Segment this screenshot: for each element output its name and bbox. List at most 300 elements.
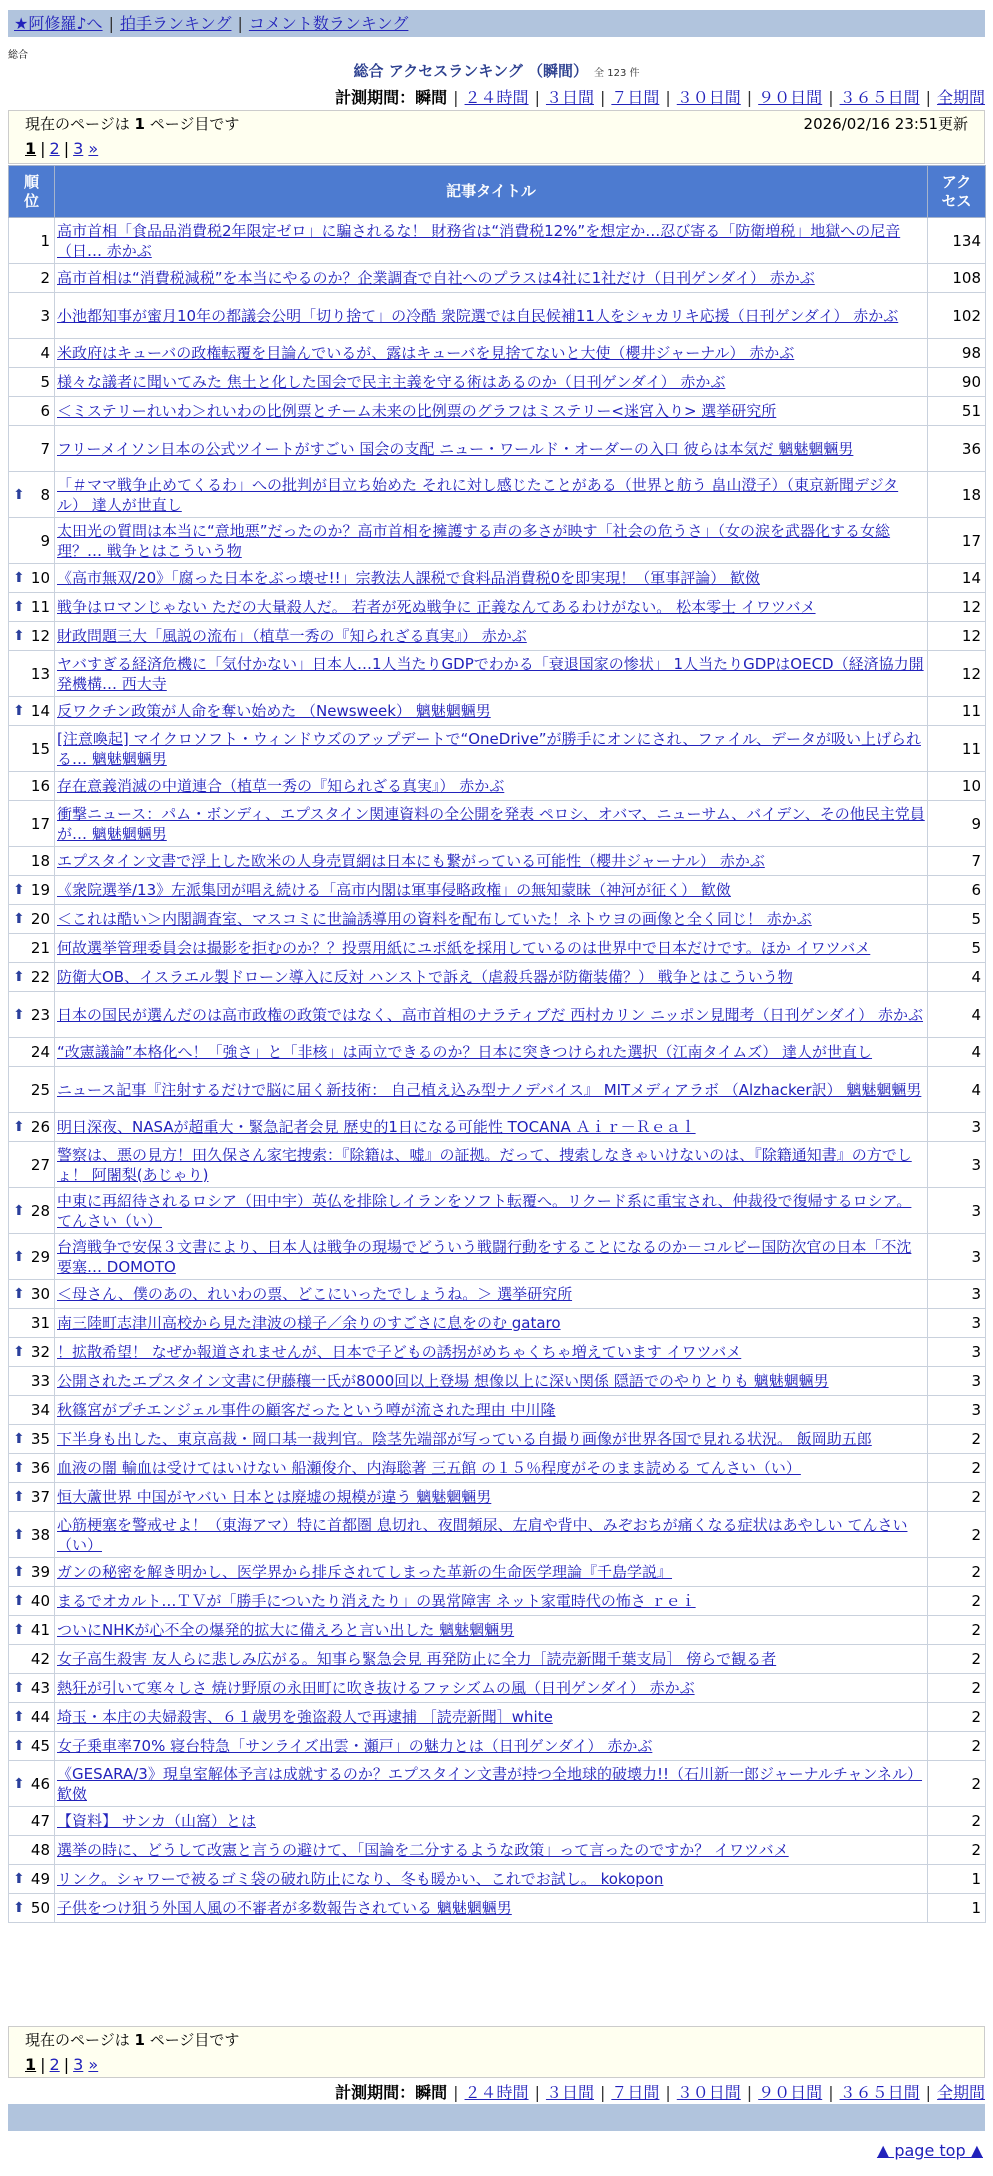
rank-number: 37 bbox=[30, 1488, 50, 1506]
article-link[interactable]: 下半身も出した、東京高裁・岡口基一裁判官。陰茎先端部が写っている自撮り画像が世界各国で見れる状況。 飯岡助五郎 bbox=[57, 1430, 872, 1448]
period-link-5[interactable]: ３６５日間 bbox=[839, 88, 920, 107]
ranking-row bbox=[9, 1483, 986, 1512]
article-link[interactable]: エプスタイン文書で浮上した欧米の人身売買網は日本にも繋がっている可能性（櫻井ジャーナル） 赤かぶ bbox=[57, 852, 765, 870]
title-cell bbox=[55, 1234, 928, 1280]
title-cell bbox=[55, 1338, 928, 1367]
title-cell bbox=[55, 1038, 928, 1067]
period-link-6[interactable]: 全期間 bbox=[936, 2083, 985, 2102]
ranking-row bbox=[9, 264, 986, 293]
ranking-row bbox=[9, 518, 986, 564]
rank-up-arrow-icon: ⬆ bbox=[13, 1593, 25, 1609]
ranking-row bbox=[9, 472, 986, 518]
access-count: 4 bbox=[928, 1067, 986, 1113]
period-link-2[interactable]: ７日間 bbox=[611, 88, 660, 107]
rank-number: 47 bbox=[30, 1812, 50, 1830]
rank-up-arrow-icon: ⬆ bbox=[13, 486, 25, 503]
title-cell bbox=[55, 1067, 928, 1113]
article-link[interactable]: [注意喚起] マイクロソフト・ウィンドウズのアップデートで“OneDrive”が勝手にオンにされ、ファイル、データが吸い上げられる… 魑魅魍魎男 bbox=[57, 729, 921, 768]
title-cell bbox=[55, 772, 928, 801]
article-link[interactable]: ニュース記事『注射するだけで脳に届く新技術： 自己植え込み型ナノデバイス』 MITメディアラボ （Alzhacker訳） 魑魅魍魎男 bbox=[57, 1080, 922, 1099]
ranking-row bbox=[9, 1616, 986, 1645]
article-link[interactable]: “改憲議論”本格化へ！「強さ」と「非核」は両立できるのか？日本に突きつけられた選択（江南タイムズ） 達人が世直し bbox=[57, 1043, 873, 1061]
access-count: 1 bbox=[928, 1865, 986, 1894]
pager-status-current: 1 bbox=[134, 115, 145, 133]
rank-number: 39 bbox=[30, 1563, 50, 1581]
access-count: 14 bbox=[928, 564, 986, 593]
rank-up-arrow-icon: ⬆ bbox=[13, 1248, 25, 1265]
title-cell bbox=[55, 1703, 928, 1732]
rank-number: 20 bbox=[30, 910, 50, 928]
title-cell bbox=[55, 1865, 928, 1894]
rank-number: 34 bbox=[30, 1401, 50, 1419]
rank-cell bbox=[9, 1367, 55, 1396]
pager-status: 現在のページは 1 ページ目です bbox=[25, 115, 240, 133]
rank-up-arrow-icon: ⬆ bbox=[13, 570, 25, 586]
rank-up-arrow-icon: ⬆ bbox=[13, 1680, 25, 1696]
nav-separator: | bbox=[237, 14, 243, 33]
ranking-row bbox=[9, 1234, 986, 1280]
article-link[interactable]: 《GESARA/3》現皇室解体予言は成就するのか？エプスタイン文書が持つ全地球的破壊力!!（石川新一郎ジャーナルチャンネル） 歓傚 bbox=[57, 1764, 923, 1803]
period-link-5[interactable]: ３６５日間 bbox=[839, 2083, 920, 2102]
article-link[interactable]: 南三陸町志津川高校から見た津波の様子／余りのすごさに息をのむ gataro bbox=[57, 1314, 561, 1332]
rank-cell bbox=[9, 1865, 55, 1894]
ranking-row bbox=[9, 801, 986, 847]
title-cell bbox=[55, 651, 928, 697]
rank-number: 12 bbox=[30, 627, 50, 645]
nav-link-clap-ranking[interactable]: 拍手ランキング bbox=[119, 14, 232, 33]
access-count: 4 bbox=[928, 1038, 986, 1067]
rank-cell bbox=[9, 1732, 55, 1761]
title-cell bbox=[55, 426, 928, 472]
rank-number: 48 bbox=[30, 1841, 50, 1859]
nav-link-asyura[interactable]: ★阿修羅♪へ bbox=[14, 14, 103, 33]
title-cell bbox=[55, 472, 928, 518]
title-cell bbox=[55, 1674, 928, 1703]
article-link[interactable]: 熱狂が引いて寒々しさ 焼け野原の永田町に吹き抜けるファシズムの風（日刊ゲンダイ） 赤かぶ bbox=[57, 1679, 695, 1697]
article-link[interactable]: 財政問題三大「風説の流布」（植草一秀の『知られざる真実』） 赤かぶ bbox=[57, 627, 527, 645]
access-count: 3 bbox=[928, 1338, 986, 1367]
access-count: 3 bbox=[928, 1280, 986, 1309]
title-cell bbox=[55, 905, 928, 934]
period-link-3[interactable]: ３０日間 bbox=[676, 2083, 741, 2102]
article-link[interactable]: フリーメイソン日本の公式ツイートがすごい 国会の支配 ニュー・ワールド・オーダーの入口 彼らは本気だ 魑魅魍魎男 bbox=[57, 439, 854, 458]
article-link[interactable]: 明日深夜、NASAが超重大・緊急記者会見 歴史的1日になる可能性 TOCANA Ａｉｒ－Ｒｅａｌ bbox=[57, 1118, 696, 1136]
article-link[interactable]: 警察は、悪の見方！田久保さん家宅捜索：『除籍は、嘘』の証拠。だって、捜索しなきゃいけないのは、『除籍通知書』の方でしょ！ 阿闍梨(あじゃり) bbox=[57, 1145, 912, 1184]
rank-up-arrow-icon: ⬆ bbox=[13, 1564, 25, 1580]
access-count: 134 bbox=[928, 218, 986, 264]
period-label: 計測期間： bbox=[335, 88, 416, 107]
title-cell bbox=[55, 801, 928, 847]
article-link[interactable]: ＜ミステリーれいわ＞れいわの比例票とチーム未来の比例票のグラフはミステリー<迷宮入り> 選挙研究所 bbox=[57, 402, 777, 420]
article-link[interactable]: 血液の闇 輸血は受けてはいけない 船瀬俊介、内海聡著 三五館 の１５％程度がそのまま読める てんさい（い） bbox=[57, 1459, 801, 1477]
title-cell bbox=[55, 1616, 928, 1645]
pager-status: 現在のページは 1 ページ目です bbox=[25, 2031, 240, 2049]
article-link[interactable]: 台湾戦争で安保３文書により、日本人は戦争の現場でどういう戦闘行動をすることになるのか－コルビー国防次官の日本「不沈要塞… DOMOTO bbox=[57, 1237, 912, 1276]
pager-status-line bbox=[25, 112, 968, 137]
article-link[interactable]: 《高市無双/20》「腐った日本をぶっ壊せ!!」宗教法人課税で食料品消費税0を即実現！（軍事評論） 歓傚 bbox=[57, 569, 760, 587]
pager-separator: | bbox=[40, 139, 46, 158]
rank-cell bbox=[9, 847, 55, 876]
period-separator: | bbox=[828, 88, 834, 107]
access-count: 3 bbox=[928, 1396, 986, 1425]
rank-number: 5 bbox=[40, 373, 50, 391]
pager-links bbox=[25, 2053, 968, 2076]
title-cell bbox=[55, 1188, 928, 1234]
article-link[interactable]: 太田光の質問は本当に“意地悪”だったのか？高市首相を擁護する声の多さが映す「社会の危うさ」（女の涙を武器化する女総理？… 戦争とはこういう物 bbox=[57, 521, 891, 560]
rank-cell bbox=[9, 1483, 55, 1512]
rank-number: 18 bbox=[30, 852, 50, 870]
title-cell bbox=[55, 368, 928, 397]
access-count: 18 bbox=[928, 472, 986, 518]
access-count: 2 bbox=[928, 1732, 986, 1761]
ranking-row bbox=[9, 1454, 986, 1483]
rank-cell bbox=[9, 1674, 55, 1703]
rank-cell bbox=[9, 1587, 55, 1616]
article-link[interactable]: 公開されたエプスタイン文書に伊藤穰一氏が8000回以上登場 想像以上に深い関係 隠語でのやりとりも 魑魅魍魎男 bbox=[57, 1372, 829, 1390]
rank-cell bbox=[9, 339, 55, 368]
rank-cell bbox=[9, 876, 55, 905]
access-count: 3 bbox=[928, 1234, 986, 1280]
title-cell bbox=[55, 934, 928, 963]
rank-cell bbox=[9, 293, 55, 339]
article-link[interactable]: 米政府はキューバの政権転覆を目論んでいるが、露はキューバを見捨てないと大使（櫻井ジャーナル） 赤かぶ bbox=[57, 344, 795, 362]
title-cell bbox=[55, 963, 928, 992]
article-link[interactable]: 女子乗車率70% 寝台特急「サンライズ出雲・瀬戸」の魅力とは（日刊ゲンダイ） 赤かぶ bbox=[57, 1737, 653, 1755]
article-link[interactable]: 高市首相「食品品消費税2年限定ゼロ」に騙されるな！ 財務省は“消費税12%”を想定か…忍び寄る「防衛増税」地獄への尼音（日… 赤かぶ bbox=[57, 221, 901, 260]
ranking-table bbox=[8, 165, 986, 1923]
article-link[interactable]: 中東に再紹待されるロシア（田中宇）英仏を排除しイランをソフト転覆へ。リクード系に重宝され、仲裁役で復帰するロシア。 てんさい（い） bbox=[57, 1191, 912, 1230]
access-count: 11 bbox=[928, 697, 986, 726]
rank-number: 33 bbox=[30, 1372, 50, 1390]
article-link[interactable]: 恒大蘆世界 中国がヤバい 日本とは廃墟の規模が違う 魑魅魍魎男 bbox=[57, 1488, 492, 1506]
rank-cell bbox=[9, 1703, 55, 1732]
article-link[interactable]: 女子高生殺害 友人らに悲しみ広がる。知事ら緊急会見 再発防止に全力［読売新聞千葉支局］ 傍らで観る者 bbox=[57, 1650, 777, 1668]
title-cell bbox=[55, 1425, 928, 1454]
access-count: 12 bbox=[928, 593, 986, 622]
period-separator: | bbox=[453, 2083, 459, 2102]
article-link[interactable]: 衝撃ニュース：パム・ボンディ、エプスタイン関連資料の全公開を発表 ペロシ、オバマ、ニューサム、バイデン、その他民主党員が… 魑魅魍魎男 bbox=[57, 804, 925, 843]
ranking-row bbox=[9, 1761, 986, 1807]
access-count: 3 bbox=[928, 1309, 986, 1338]
access-count: 2 bbox=[928, 1703, 986, 1732]
rank-number: 7 bbox=[40, 439, 50, 458]
article-link[interactable]: 何故選挙管理委員会は撮影を拒むのか？？投票用紙にユポ紙を採用しているのは世界中で日本だけです。ほか イワツバメ bbox=[57, 939, 871, 957]
article-link[interactable]: 高市首相は“消費税減税”を本当にやるのか？企業調査で自社へのプラスは4社に1社だけ（日刊ゲンダイ） 赤かぶ bbox=[57, 269, 815, 287]
ranking-row bbox=[9, 1280, 986, 1309]
ranking-row bbox=[9, 726, 986, 772]
title-cell bbox=[55, 564, 928, 593]
period-separator: | bbox=[828, 2083, 834, 2102]
rank-number: 30 bbox=[30, 1285, 50, 1303]
rank-up-arrow-icon: ⬆ bbox=[13, 1709, 25, 1725]
title-cell bbox=[55, 876, 928, 905]
period-link-0[interactable]: ２４時間 bbox=[464, 88, 529, 107]
article-link[interactable]: 選挙の時に、どうして改憲と言うの避けて、「国論を二分するような政策」って言ったのですか？ イワツバメ bbox=[57, 1841, 789, 1859]
title-cell bbox=[55, 1280, 928, 1309]
ranking-row bbox=[9, 426, 986, 472]
rank-number: 50 bbox=[30, 1899, 50, 1917]
rank-cell bbox=[9, 1645, 55, 1674]
total-count: 全 123 件 bbox=[594, 68, 640, 79]
article-link[interactable]: ＜これは酷い＞内閣調査室、マスコミに世論誘導用の資料を配布していた！ネトウヨの画像と全く同じ！ 赤かぶ bbox=[57, 910, 812, 928]
rank-number: 41 bbox=[30, 1621, 50, 1639]
pager-link-2[interactable]: 2 bbox=[49, 139, 60, 158]
rank-cell bbox=[9, 1142, 55, 1188]
rank-cell bbox=[9, 1425, 55, 1454]
title-cell bbox=[55, 1512, 928, 1558]
page-top-link[interactable]: ▲ page top ▲ bbox=[876, 2141, 983, 2160]
rank-up-arrow-icon: ⬆ bbox=[13, 1119, 25, 1135]
access-count: 17 bbox=[928, 518, 986, 564]
rank-cell bbox=[9, 397, 55, 426]
title-cell bbox=[55, 1732, 928, 1761]
rank-cell bbox=[9, 1616, 55, 1645]
ranking-row bbox=[9, 1338, 986, 1367]
title-cell bbox=[55, 593, 928, 622]
rank-cell bbox=[9, 1309, 55, 1338]
article-link[interactable]: 埼玉・本庄の夫婦殺害、６１歳男を強盗殺人で再逮捕 ［読売新聞］white bbox=[57, 1708, 553, 1726]
period-separator: | bbox=[534, 2083, 540, 2102]
rank-number: 19 bbox=[30, 881, 50, 899]
title-cell bbox=[55, 697, 928, 726]
title-cell bbox=[55, 339, 928, 368]
title-cell bbox=[55, 1807, 928, 1836]
ranking-row bbox=[9, 847, 986, 876]
title-cell bbox=[55, 1367, 928, 1396]
ranking-row bbox=[9, 1894, 986, 1923]
ranking-row bbox=[9, 564, 986, 593]
rank-cell bbox=[9, 264, 55, 293]
title-cell bbox=[55, 397, 928, 426]
pager-separator: | bbox=[63, 2055, 70, 2074]
rank-number: 29 bbox=[30, 1247, 50, 1266]
rank-cell bbox=[9, 368, 55, 397]
pager-current-page: 1 bbox=[25, 2055, 37, 2074]
ranking-header-row bbox=[9, 166, 986, 218]
title-cell bbox=[55, 1836, 928, 1865]
period-link-4[interactable]: ９０日間 bbox=[758, 88, 823, 107]
pager-status-current: 1 bbox=[134, 2031, 145, 2049]
ranking-row bbox=[9, 651, 986, 697]
pager-link-3[interactable]: 3 bbox=[73, 139, 84, 158]
pager-next-link[interactable]: » bbox=[88, 139, 99, 158]
title-cell bbox=[55, 1309, 928, 1338]
access-count: 5 bbox=[928, 934, 986, 963]
article-link[interactable]: リンク。シャワーで被るゴミ袋の破れ防止になり、冬も暖かい、これでお試し。 kokopon bbox=[57, 1870, 664, 1888]
period-link-3[interactable]: ３０日間 bbox=[676, 88, 741, 107]
rank-up-arrow-icon: ⬆ bbox=[13, 969, 25, 985]
pager-top bbox=[8, 110, 985, 164]
rank-cell bbox=[9, 218, 55, 264]
article-link[interactable]: 存在意義消滅の中道連合（植草一秀の『知られざる真実』） 赤かぶ bbox=[57, 777, 505, 795]
article-link[interactable]: ガンの秘密を解き明かし、医学界から排斥されてしまった革新の生命医学理論『千島学説』 bbox=[57, 1563, 673, 1581]
article-link[interactable]: 防衛大OB、イスラエル製ドローン導入に反対 ハンストで訴え（虐殺兵器が防衛装備？） 戦争とはこういう物 bbox=[57, 968, 793, 986]
rank-number: 3 bbox=[40, 306, 50, 325]
rank-number: 8 bbox=[40, 485, 50, 504]
rank-up-arrow-icon: ⬆ bbox=[13, 1775, 25, 1792]
rank-cell bbox=[9, 1280, 55, 1309]
period-separator: | bbox=[746, 88, 753, 107]
rank-number: 1 bbox=[40, 231, 50, 250]
access-count: 4 bbox=[928, 963, 986, 992]
ranking-row bbox=[9, 1558, 986, 1587]
article-link[interactable]: 【資料】 サンカ（山窩）とは bbox=[57, 1812, 257, 1830]
breadcrumb: 総合 bbox=[8, 50, 28, 61]
title-cell bbox=[55, 1396, 928, 1425]
rank-up-arrow-icon: ⬆ bbox=[13, 1344, 25, 1360]
ranking-row bbox=[9, 1645, 986, 1674]
pager-separator: | bbox=[40, 2055, 46, 2074]
rank-number: 6 bbox=[40, 402, 50, 420]
period-link-1[interactable]: ３日間 bbox=[545, 88, 594, 107]
rank-up-arrow-icon: ⬆ bbox=[13, 703, 25, 719]
ranking-row bbox=[9, 772, 986, 801]
pager-link-2[interactable]: 2 bbox=[49, 2055, 60, 2074]
period-current: 瞬間 bbox=[415, 88, 448, 107]
period-link-6[interactable]: 全期間 bbox=[936, 88, 985, 107]
article-link[interactable]: 小池都知事が蜜月10年の都議会公明「切り捨て」の冷酷 衆院選では自民候補11人をシャカリキ応援（日刊ゲンダイ） 赤かぶ bbox=[57, 306, 899, 325]
access-count: 2 bbox=[928, 1425, 986, 1454]
access-count: 3 bbox=[928, 1367, 986, 1396]
access-count: 2 bbox=[928, 1558, 986, 1587]
rank-number: 26 bbox=[30, 1118, 50, 1136]
ranking-row bbox=[9, 1113, 986, 1142]
pager-next-link[interactable]: » bbox=[88, 2055, 99, 2074]
rank-number: 35 bbox=[30, 1430, 50, 1448]
pager-links bbox=[25, 137, 968, 160]
article-link[interactable]: ついにNHKが心不全の爆発的拡大に備えろと言い出した 魑魅魍魎男 bbox=[57, 1621, 515, 1639]
period-link-0[interactable]: ２４時間 bbox=[464, 2083, 529, 2102]
access-count: 1 bbox=[928, 1894, 986, 1923]
ranking-row bbox=[9, 1367, 986, 1396]
title-cell bbox=[55, 1454, 928, 1483]
bottom-bar bbox=[8, 2104, 985, 2131]
article-link[interactable]: 日本の国民が選んだのは高市政権の政策ではなく、高市首相のナラティブだ 西村カリン ニッポン見聞考（日刊ゲンダイ） 赤かぶ bbox=[57, 1005, 924, 1024]
ranking-row bbox=[9, 1396, 986, 1425]
access-count: 6 bbox=[928, 876, 986, 905]
ranking-row bbox=[9, 963, 986, 992]
article-link[interactable]: まるでオカルト…ＴＶが「勝手についたり消えたり」の異常障害 ネット家電時代の怖さ ｒｅｉ bbox=[57, 1592, 696, 1610]
page-title: 総合 アクセスランキング （瞬間） bbox=[353, 62, 589, 80]
ranking-row bbox=[9, 697, 986, 726]
rank-cell bbox=[9, 518, 55, 564]
ranking-row bbox=[9, 1142, 986, 1188]
article-link[interactable]: ＜母さん、僕のあの、れいわの票、どこにいったでしょうね。＞ 選挙研究所 bbox=[57, 1285, 573, 1303]
rank-cell bbox=[9, 1338, 55, 1367]
rank-number: 9 bbox=[40, 531, 50, 550]
ranking-row bbox=[9, 368, 986, 397]
top-nav-bar bbox=[8, 10, 985, 37]
title-cell bbox=[55, 1761, 928, 1807]
ranking-row bbox=[9, 1674, 986, 1703]
rank-cell bbox=[9, 426, 55, 472]
period-link-4[interactable]: ９０日間 bbox=[758, 2083, 823, 2102]
header-title: 記事タイトル bbox=[55, 166, 928, 218]
rank-number: 49 bbox=[30, 1870, 50, 1888]
rank-number: 40 bbox=[30, 1592, 50, 1610]
nav-link-comment-ranking[interactable]: コメント数ランキング bbox=[248, 14, 409, 33]
rank-up-arrow-icon: ⬆ bbox=[13, 599, 25, 615]
period-link-1[interactable]: ３日間 bbox=[545, 2083, 594, 2102]
ranking-row bbox=[9, 905, 986, 934]
rank-up-arrow-icon: ⬆ bbox=[13, 1006, 25, 1023]
access-count: 2 bbox=[928, 1616, 986, 1645]
period-separator: | bbox=[453, 88, 459, 107]
article-link[interactable]: ヤバすぎる経済危機に「気付かない」日本人…1人当たりGDPでわかる「衰退国家の惨状」 1人当たりGDPはOECD（経済協力開発機構… 西大寺 bbox=[57, 654, 924, 693]
ranking-row bbox=[9, 339, 986, 368]
rank-cell bbox=[9, 992, 55, 1038]
rank-up-arrow-icon: ⬆ bbox=[13, 1738, 25, 1754]
rank-cell bbox=[9, 1396, 55, 1425]
period-link-2[interactable]: ７日間 bbox=[611, 2083, 660, 2102]
period-separator: | bbox=[665, 88, 671, 107]
rank-cell bbox=[9, 934, 55, 963]
pager-link-3[interactable]: 3 bbox=[73, 2055, 84, 2074]
ranking-row bbox=[9, 622, 986, 651]
ranking-row bbox=[9, 397, 986, 426]
article-link[interactable]: 戦争はロマンじゃない ただの大量殺人だ。 若者が死ぬ戦争に 正義なんてあるわけがない。 松本零士 イワツバメ bbox=[57, 598, 816, 616]
ranking-row bbox=[9, 1865, 986, 1894]
rank-number: 22 bbox=[30, 968, 50, 986]
ranking-row bbox=[9, 1188, 986, 1234]
article-link[interactable]: 反ワクチン政策が人命を奪い始めた （Newsweek） 魑魅魍魎男 bbox=[57, 702, 491, 720]
period-separator: | bbox=[925, 2083, 931, 2102]
access-count: 3 bbox=[928, 1113, 986, 1142]
access-count: 9 bbox=[928, 801, 986, 847]
rank-number: 28 bbox=[30, 1201, 50, 1220]
rank-cell bbox=[9, 651, 55, 697]
rank-number: 14 bbox=[30, 702, 50, 720]
access-count: 4 bbox=[928, 992, 986, 1038]
access-count: 36 bbox=[928, 426, 986, 472]
header-access: アクセス bbox=[928, 166, 986, 218]
article-link[interactable]: 《衆院選挙/13》左派集団が唱え続ける「高市内閣は軍事侵略政権」の無知蒙昧（神河が征く） 歓傚 bbox=[57, 881, 731, 899]
article-link[interactable]: ！拡散希望！ なぜか報道されませんが、日本で子どもの誘拐がめちゃくちゃ増えています イワツバメ bbox=[57, 1343, 742, 1361]
rank-number: 11 bbox=[30, 598, 50, 616]
period-current: 瞬間 bbox=[415, 2083, 448, 2102]
rank-cell bbox=[9, 1067, 55, 1113]
access-count: 3 bbox=[928, 1142, 986, 1188]
article-link[interactable]: 様々な議者に聞いてみた 焦土と化した国会で民主主義を守る術はあるのか（日刊ゲンダイ） 赤かぶ bbox=[57, 373, 726, 391]
page-title-line bbox=[0, 60, 993, 81]
article-link[interactable]: 秋篠宮がプチエンジェル事件の顧客だったという噂が流された理由 中川隆 bbox=[57, 1401, 556, 1419]
access-count: 7 bbox=[928, 847, 986, 876]
period-separator: | bbox=[599, 2083, 606, 2102]
access-count: 12 bbox=[928, 651, 986, 697]
rank-number: 2 bbox=[40, 269, 50, 287]
rank-number: 21 bbox=[30, 939, 50, 957]
title-cell bbox=[55, 1894, 928, 1923]
rank-cell bbox=[9, 1761, 55, 1807]
access-count: 2 bbox=[928, 1587, 986, 1616]
ranking-row bbox=[9, 934, 986, 963]
rank-up-arrow-icon: ⬆ bbox=[13, 628, 25, 644]
pager-bottom bbox=[8, 2026, 985, 2078]
title-cell bbox=[55, 264, 928, 293]
rank-cell bbox=[9, 697, 55, 726]
article-link[interactable]: 心筋梗塞を警戒せよ！（東海アマ）特に首都圏 息切れ、夜間頻尿、左肩や背中、みぞおちが痛くなる症状はあやしい てんさい（い） bbox=[57, 1515, 908, 1554]
rank-cell bbox=[9, 1512, 55, 1558]
period-separator: | bbox=[746, 2083, 753, 2102]
rank-number: 46 bbox=[30, 1774, 50, 1793]
article-link[interactable]: 「＃ママ戦争止めてくるわ」への批判が目立ち始めた それに対し感じたことがある（世界と舫う 畠山澄子）（東京新聞デジタル） 達人が世直し bbox=[57, 475, 899, 514]
ranking-row bbox=[9, 1807, 986, 1836]
title-cell bbox=[55, 1587, 928, 1616]
rank-up-arrow-icon: ⬆ bbox=[13, 1622, 25, 1638]
title-cell bbox=[55, 992, 928, 1038]
access-count: 51 bbox=[928, 397, 986, 426]
article-link[interactable]: 子供をつけ狙う外国人風の不審者が多数報告されている 魑魅魍魎男 bbox=[57, 1899, 512, 1917]
